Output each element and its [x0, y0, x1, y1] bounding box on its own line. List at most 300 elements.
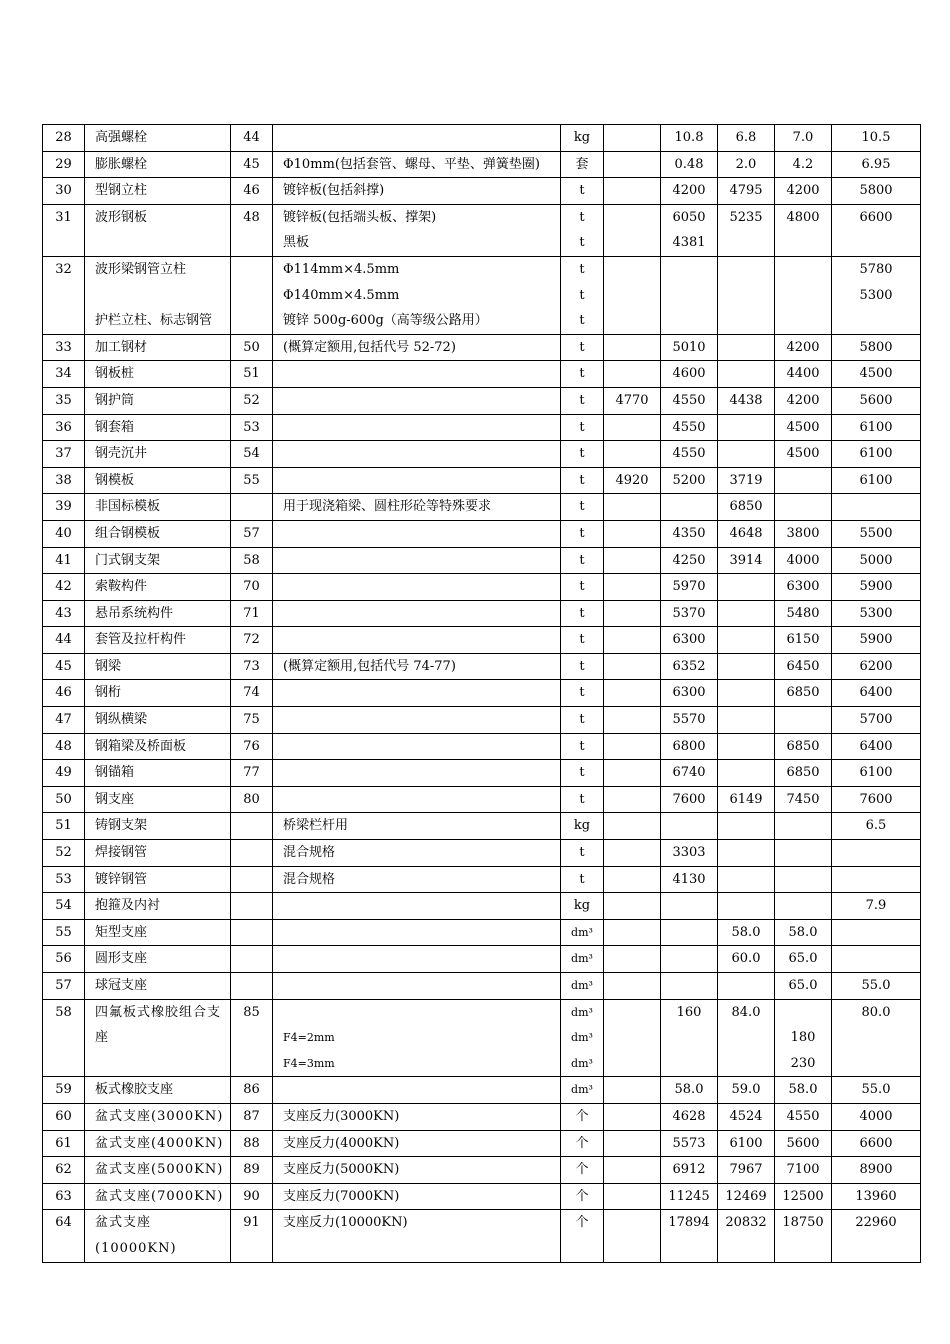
price-cell-v5: [832, 1077, 921, 1104]
item-name-cell: [85, 520, 231, 547]
row-number-cell: 43: [43, 600, 85, 627]
price-cell-v4-line: 58.0: [788, 924, 818, 940]
price-cell-v4: [775, 520, 832, 547]
price-cell-v3: [718, 733, 775, 760]
price-cell-v4: [775, 866, 832, 893]
item-name-cell-line: 门式钢支架: [95, 552, 161, 568]
price-cell-v1: [604, 627, 661, 654]
price-cell-v5: [832, 1103, 921, 1130]
item-name-cell-line: 球冠支座: [95, 978, 148, 993]
price-cell-v5: [832, 204, 921, 256]
spec-cell: [273, 334, 561, 361]
table-row: [43, 178, 921, 205]
price-cell-v2-line: 5370: [672, 605, 706, 621]
unit-cell-line: t: [579, 366, 585, 382]
price-cell-v5: [832, 574, 921, 601]
price-cell-v3: [718, 973, 775, 1000]
price-cell-v2-line: 6800: [672, 738, 706, 754]
price-cell-v1: [604, 574, 661, 601]
spec-cell: [273, 204, 561, 256]
price-cell-v5: [832, 387, 921, 414]
price-cell-v5-line: 10.5: [861, 130, 891, 145]
price-cell-v1: [604, 547, 661, 574]
unit-cell: [561, 125, 604, 152]
spec-cell: [273, 1183, 561, 1210]
price-cell-v5-line: 6400: [859, 685, 893, 701]
spec-cell: [273, 1103, 561, 1130]
code-cell: [231, 946, 273, 973]
unit-cell: [561, 733, 604, 760]
unit-cell: [561, 1077, 604, 1104]
price-cell-v1: [604, 1210, 661, 1262]
price-cell-v4: [775, 707, 832, 734]
item-name-cell: [85, 999, 231, 1077]
item-name-cell-line: 套管及拉杆构件: [95, 632, 187, 648]
price-cell-v1: [604, 733, 661, 760]
price-cell-v5: [832, 256, 921, 334]
price-cell-v4: [775, 653, 832, 680]
price-cell-v2: [661, 1157, 718, 1184]
unit-cell: [561, 151, 604, 178]
price-cell-v5: [832, 707, 921, 734]
price-cell-v5: [832, 813, 921, 840]
unit-cell: [561, 1103, 604, 1130]
price-cell-v1: [604, 178, 661, 205]
unit-cell-line: t: [579, 525, 585, 541]
code-cell: [231, 256, 273, 334]
price-cell-v3: [718, 178, 775, 205]
price-cell-v3: [718, 1103, 775, 1130]
table-row: [43, 1183, 921, 1210]
row-number-cell: 50: [43, 786, 85, 813]
code-cell: 48: [231, 204, 273, 256]
price-cell-v3-line: 20832: [725, 1215, 767, 1231]
price-cell-v2-line: 4550: [672, 419, 706, 435]
price-cell-v1: [604, 151, 661, 178]
price-cell-v2-line: 3303: [672, 845, 706, 861]
price-cell-v4: [775, 1077, 832, 1104]
price-cell-v2: [661, 256, 718, 334]
price-cell-v2-line: 5970: [672, 579, 706, 595]
price-cell-v5-line: 5780: [859, 261, 893, 277]
price-cell-v4: [775, 441, 832, 468]
table-row: [43, 840, 921, 867]
code-cell: 77: [231, 760, 273, 787]
price-cell-v4: [775, 547, 832, 574]
price-cell-v4-line: 6850: [786, 765, 820, 781]
item-name-cell: [85, 760, 231, 787]
code-cell: [231, 840, 273, 867]
price-cell-v5-line: 4000: [859, 1108, 893, 1124]
unit-cell: [561, 574, 604, 601]
price-cell-v3-line: 3914: [729, 552, 763, 568]
price-cell-v5-line: 8900: [859, 1162, 893, 1178]
spec-cell: [273, 125, 561, 152]
table-row: [43, 334, 921, 361]
price-cell-v5: [832, 361, 921, 388]
item-name-cell: [85, 547, 231, 574]
price-cell-v2-line: 17894: [668, 1215, 710, 1231]
price-cell-v5-line: 5900: [859, 579, 893, 595]
item-name-cell: [85, 973, 231, 1000]
price-cell-v4: [775, 973, 832, 1000]
price-cell-v1-line: 4770: [615, 392, 649, 408]
item-name-cell: [85, 893, 231, 920]
code-cell: 85: [231, 999, 273, 1077]
price-cell-v3-line: 6149: [729, 791, 763, 807]
row-number-cell: 47: [43, 707, 85, 734]
price-cell-v2-line: 6050: [672, 209, 706, 225]
price-cell-v3: [718, 204, 775, 256]
price-cell-v2: [661, 786, 718, 813]
price-cell-v1: [604, 1157, 661, 1184]
price-cell-v3-line: 4795: [729, 183, 763, 199]
price-cell-v4: [775, 786, 832, 813]
item-name-cell-line: 型钢立柱: [95, 183, 148, 199]
price-cell-v3: [718, 627, 775, 654]
price-cell-v3: [718, 467, 775, 494]
price-cell-v5: [832, 600, 921, 627]
price-cell-v5: [832, 627, 921, 654]
price-cell-v5-line: 6600: [859, 209, 893, 225]
row-number-cell: 61: [43, 1130, 85, 1157]
price-cell-v3: [718, 1210, 775, 1262]
price-cell-v1: [604, 441, 661, 468]
item-name-cell: [85, 256, 231, 334]
spec-cell: [273, 760, 561, 787]
table-row: [43, 1157, 921, 1184]
table-row: [43, 866, 921, 893]
price-cell-v2: [661, 760, 718, 787]
code-cell: 53: [231, 414, 273, 441]
unit-cell-line: t: [579, 287, 585, 303]
price-cell-v3: [718, 760, 775, 787]
price-cell-v3-line: 59.0: [731, 1082, 761, 1098]
price-cell-v5-line: 80.0: [861, 1004, 891, 1020]
price-cell-v3: [718, 441, 775, 468]
code-cell: 74: [231, 680, 273, 707]
item-name-cell: [85, 387, 231, 414]
price-cell-v4-line: 4.2: [792, 156, 814, 172]
price-cell-v3: [718, 1130, 775, 1157]
item-name-cell-line: 矩型支座: [95, 924, 148, 940]
item-name-cell: [85, 204, 231, 256]
row-number-cell: 29: [43, 151, 85, 178]
unit-cell-line: 个: [575, 1108, 589, 1124]
unit-cell: [561, 1210, 604, 1262]
price-cell-v3-line: 4648: [729, 525, 763, 541]
price-cell-v5: [832, 760, 921, 787]
price-cell-v5: [832, 178, 921, 205]
spec-cell: [273, 387, 561, 414]
row-number-cell: 31: [43, 204, 85, 256]
row-number-cell: 64: [43, 1210, 85, 1262]
unit-cell-line: dm³: [571, 952, 593, 966]
price-cell-v5: [832, 999, 921, 1077]
unit-cell-line: t: [579, 392, 585, 408]
price-cell-v4: [775, 574, 832, 601]
price-cell-v4: [775, 204, 832, 256]
price-cell-v1: [604, 653, 661, 680]
price-cell-v2: [661, 653, 718, 680]
price-cell-v1: [604, 467, 661, 494]
price-cell-v4-line: 65.0: [788, 978, 818, 993]
item-name-cell-line: [95, 283, 224, 309]
item-name-cell-line: 四氟板式橡胶组合支座: [95, 1004, 222, 1046]
unit-cell: [561, 361, 604, 388]
row-number-cell: 37: [43, 441, 85, 468]
code-cell: 87: [231, 1103, 273, 1130]
price-cell-v2: [661, 866, 718, 893]
spec-cell: [273, 866, 561, 893]
price-cell-v2: [661, 707, 718, 734]
price-cell-v3: [718, 919, 775, 946]
price-cell-v2-line: 4550: [672, 446, 706, 462]
code-cell: 51: [231, 361, 273, 388]
unit-cell: [561, 387, 604, 414]
spec-cell-line: F4=2mm: [283, 1031, 335, 1045]
table-row: [43, 414, 921, 441]
price-cell-v4-line: 6850: [786, 685, 820, 701]
spec-cell-line: 支座反力(7000KN): [283, 1188, 400, 1204]
price-cell-v2-line: 6300: [672, 632, 706, 648]
row-number-cell: 38: [43, 467, 85, 494]
item-name-cell: [85, 680, 231, 707]
item-name-cell: [85, 414, 231, 441]
unit-cell-line: kg: [573, 898, 591, 914]
price-cell-v3: [718, 547, 775, 574]
unit-cell-line: t: [579, 499, 585, 515]
row-number-cell: 40: [43, 520, 85, 547]
row-number-cell: 54: [43, 893, 85, 920]
table-row: [43, 946, 921, 973]
row-number-cell: 57: [43, 973, 85, 1000]
spec-cell: [273, 680, 561, 707]
item-name-cell: [85, 151, 231, 178]
price-cell-v3-line: 12469: [725, 1188, 767, 1204]
price-cell-v2: [661, 1183, 718, 1210]
table-row: [43, 627, 921, 654]
unit-cell: [561, 707, 604, 734]
code-cell: [231, 866, 273, 893]
price-cell-v1: [604, 1183, 661, 1210]
price-cell-v5-line: 13960: [855, 1188, 897, 1204]
unit-cell-line: t: [579, 845, 585, 861]
price-cell-v5: [832, 893, 921, 920]
item-name-cell-line: 非国标模板: [95, 499, 161, 515]
price-cell-v5-line: 5300: [859, 605, 893, 621]
item-name-cell-line: 加工钢材: [95, 339, 148, 355]
unit-cell-line: dm³: [571, 925, 593, 939]
price-cell-v3-line: 3719: [729, 472, 763, 488]
spec-cell: [273, 361, 561, 388]
spec-cell-line: Φ140mm×4.5mm: [283, 287, 400, 303]
spec-cell-line: 镀锌板(包括斜撑): [283, 183, 385, 199]
price-cell-v1: [604, 494, 661, 521]
item-name-cell-line: 高强螺栓: [95, 130, 148, 145]
price-cell-v1: [604, 919, 661, 946]
item-name-cell: [85, 1157, 231, 1184]
price-cell-v2: [661, 1077, 718, 1104]
price-cell-v4: [775, 919, 832, 946]
price-cell-v5: [832, 520, 921, 547]
price-cell-v4-line: 5600: [786, 1135, 820, 1151]
price-cell-v2-line: 5010: [672, 339, 706, 355]
price-cell-v4-line: 4200: [786, 392, 820, 408]
price-cell-v3: [718, 893, 775, 920]
price-cell-v2-line: 4550: [672, 392, 706, 408]
row-number-cell: 34: [43, 361, 85, 388]
price-cell-v2: [661, 946, 718, 973]
price-cell-v1: [604, 1130, 661, 1157]
item-name-cell-line: 圆形支座: [95, 951, 148, 967]
spec-cell-line: 镀锌板(包括端头板、撑架): [283, 209, 437, 225]
unit-cell: [561, 256, 604, 334]
unit-cell-line: dm³: [571, 1056, 593, 1070]
table-row: [43, 786, 921, 813]
unit-cell: [561, 494, 604, 521]
price-cell-v5-line: 6200: [859, 658, 893, 674]
price-cell-v2-line: 5570: [672, 712, 706, 728]
price-cell-v5: [832, 547, 921, 574]
price-cell-v1: [604, 707, 661, 734]
price-cell-v5: [832, 946, 921, 973]
unit-cell-line: t: [579, 765, 585, 781]
price-cell-v4-line: 6150: [786, 632, 820, 648]
table-row: [43, 387, 921, 414]
spec-cell: [273, 973, 561, 1000]
price-cell-v3: [718, 946, 775, 973]
price-cell-v3-line: 6850: [729, 499, 763, 515]
table-row: [43, 125, 921, 152]
code-cell: 57: [231, 520, 273, 547]
item-name-cell-line: 波形钢板: [95, 209, 148, 225]
unit-cell-line: t: [579, 871, 585, 887]
item-name-cell-line: 盆式支座(5000KN): [95, 1162, 224, 1178]
price-cell-v3-line: 4438: [729, 392, 763, 408]
price-cell-v4: [775, 946, 832, 973]
table-row: [43, 760, 921, 787]
row-number-cell: 32: [43, 256, 85, 334]
row-number-cell: 59: [43, 1077, 85, 1104]
price-cell-v2-line: 58.0: [674, 1082, 704, 1098]
price-cell-v4-line: 7450: [786, 791, 820, 807]
spec-cell-line: Φ10mm(包括套管、螺母、平垫、弹簧垫圈): [283, 156, 540, 172]
unit-cell-line: t: [579, 235, 585, 251]
price-cell-v5: [832, 866, 921, 893]
price-cell-v3-line: 7967: [729, 1162, 763, 1178]
code-cell: 55: [231, 467, 273, 494]
price-cell-v5-line: 4500: [859, 366, 893, 382]
price-cell-v4-line: 230: [790, 1055, 816, 1071]
spec-cell-line: Φ114mm×4.5mm: [283, 261, 400, 277]
spec-cell: [273, 574, 561, 601]
price-cell-v4: [775, 893, 832, 920]
spec-cell: [273, 547, 561, 574]
code-cell: 50: [231, 334, 273, 361]
spec-cell-line: 混合规格: [283, 845, 336, 861]
table-row: [43, 256, 921, 334]
row-number-cell: 53: [43, 866, 85, 893]
item-name-cell: [85, 441, 231, 468]
price-cell-v4-line: 6300: [786, 579, 820, 595]
table-row: [43, 653, 921, 680]
spec-cell: [273, 1157, 561, 1184]
price-cell-v3: [718, 414, 775, 441]
price-cell-v3: [718, 361, 775, 388]
item-name-cell-line: 护栏立柱、标志钢管: [95, 313, 213, 329]
spec-cell-line: 黑板: [283, 235, 310, 251]
unit-cell: [561, 866, 604, 893]
item-name-cell-line: 盆式支座(3000KN): [95, 1108, 224, 1124]
price-cell-v2-line: 0.48: [674, 156, 704, 172]
item-name-cell: [85, 361, 231, 388]
price-cell-v5: [832, 973, 921, 1000]
row-number-cell: 45: [43, 653, 85, 680]
spec-cell: [273, 893, 561, 920]
price-cell-v5-line: 6100: [859, 765, 893, 781]
unit-cell-line: t: [579, 209, 585, 225]
spec-cell: [273, 1130, 561, 1157]
code-cell: 72: [231, 627, 273, 654]
price-cell-v1: [604, 813, 661, 840]
price-cell-v5-line: 6400: [859, 738, 893, 754]
price-cell-v4: [775, 627, 832, 654]
price-cell-v4-line: 4000: [786, 552, 820, 568]
price-cell-v1: [604, 866, 661, 893]
price-cell-v3: [718, 600, 775, 627]
item-name-cell-line: 焊接钢管: [95, 845, 148, 861]
price-cell-v4: [775, 1130, 832, 1157]
price-cell-v2-line: 4381: [672, 235, 706, 251]
price-cell-v2-line: 160: [676, 1004, 702, 1020]
price-cell-v4-line: 58.0: [788, 1082, 818, 1098]
price-cell-v4-line: 65.0: [788, 951, 818, 967]
price-cell-v3: [718, 999, 775, 1077]
row-number-cell: 35: [43, 387, 85, 414]
price-cell-v1: [604, 946, 661, 973]
price-cell-v2: [661, 840, 718, 867]
price-cell-v4: [775, 1183, 832, 1210]
price-cell-v4-line: 4200: [786, 339, 820, 355]
table-row: [43, 1130, 921, 1157]
price-cell-v4: [775, 361, 832, 388]
spec-cell: [273, 441, 561, 468]
price-cell-v1: [604, 334, 661, 361]
item-name-cell: [85, 1130, 231, 1157]
price-cell-v5-line: 7.9: [865, 898, 887, 914]
price-cell-v4-line: 7.0: [792, 130, 814, 145]
row-number-cell: 33: [43, 334, 85, 361]
table-row: [43, 813, 921, 840]
price-cell-v4: [775, 600, 832, 627]
price-cell-v4: [775, 813, 832, 840]
price-cell-v2: [661, 547, 718, 574]
spec-cell: [273, 786, 561, 813]
unit-cell: [561, 600, 604, 627]
item-name-cell: [85, 334, 231, 361]
price-cell-v1: [604, 256, 661, 334]
unit-cell-line: t: [579, 632, 585, 648]
item-name-cell-line: 膨胀螺栓: [95, 156, 148, 172]
price-cell-v2: [661, 1130, 718, 1157]
unit-cell: [561, 973, 604, 1000]
price-cell-v2-line: 6300: [672, 685, 706, 701]
code-cell: [231, 494, 273, 521]
unit-cell-line: t: [579, 712, 585, 728]
row-number-cell: 58: [43, 999, 85, 1077]
unit-cell: [561, 441, 604, 468]
